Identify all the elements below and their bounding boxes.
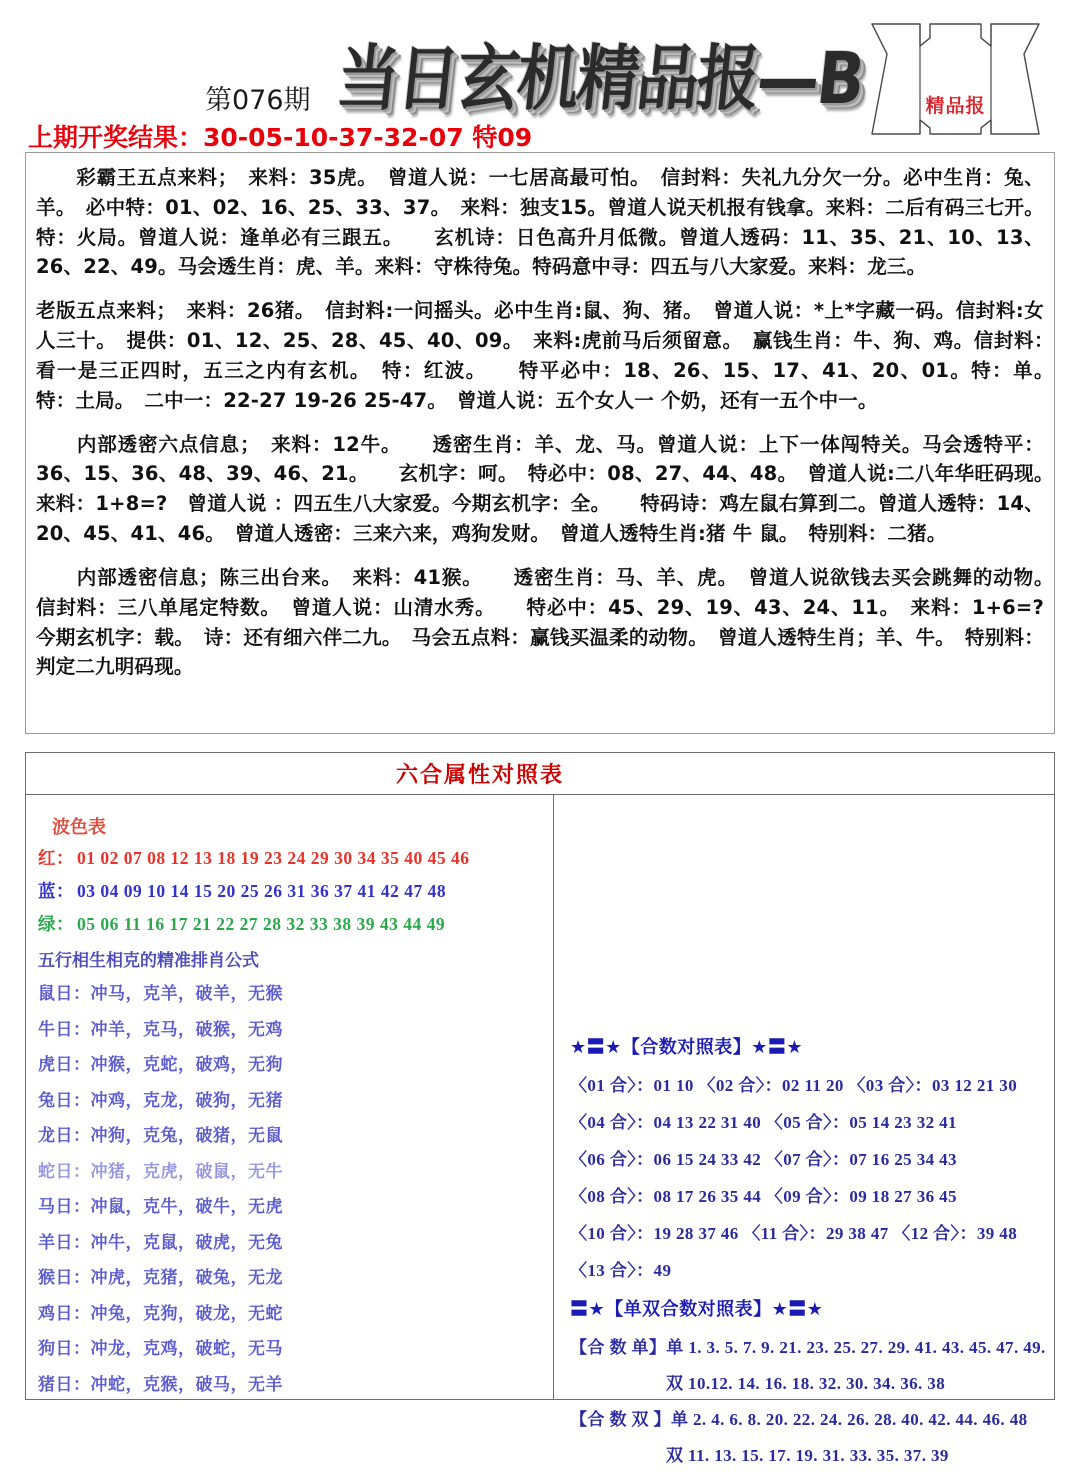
ribbon-label: 精品报 — [925, 94, 986, 117]
hezhu-section — [570, 1033, 1044, 1477]
ribbon-badge — [868, 20, 1043, 138]
danshuang-table-title: 〓★【单双合数对照表】★〓★ — [570, 1299, 824, 1320]
zodiac-row-rabbit: 兔日：冲鸡，克龙，破狗，无猪 — [38, 1090, 283, 1111]
bose-numbers-green: 05 06 11 16 17 21 22 27 28 32 33 38 39 43 44 49 — [77, 914, 446, 934]
hezhu-table-title: ★〓★【合数对照表】★〓★ — [570, 1037, 804, 1058]
zodiac-row-snake: 蛇日：冲猪，克虎，破鼠，无牛 — [38, 1161, 283, 1182]
zodiac-row-dragon: 龙日：冲狗，克兔，破猪，无鼠 — [38, 1126, 283, 1146]
bose-row-red — [38, 845, 553, 870]
zodiac-row-dog: 狗日：冲龙，克鸡，破蛇，无马 — [38, 1339, 283, 1359]
table-right-column — [554, 795, 1054, 1465]
attribute-table — [25, 752, 1055, 1465]
attribute-table-body — [26, 795, 1054, 1465]
paragraph-neibu-liudian: 内部透密六点信息； 来料：12牛。 透密生肖：羊、龙、马。曾道人说：上下一体闯特关。马会透特平：36、15、36、48、39、46、21。 玄机字：呵。 特必中：08、27、44、48。 曾道人说:二八年华旺码现。 来料：1+8=? 曾道人说 ：四五生八大家爱。今期玄机字：全。 特码诗：鸡左鼠右算到二。曾道人透特：14、20、45、41、46。 曾道人透密：三来六来，鸡狗发财。 曾道人透特生肖:猪 牛 鼠。 特别料：二猪。 — [36, 432, 1064, 546]
paragraph-caibawang: 彩霸王五点来料； 来料：35虎。 曾道人说：一七居高最可怕。 信封料：失礼九分欠一分。必中生肖：兔、羊。 必中特：01、02、16、25、33、37。 来料：独支15。曾道人说天机报有钱拿。来料：二后有码三七开。特：火局。曾道人说：逢单必有三跟五。 玄机诗：日色高升月低微。曾道人透码：11、35、21、10、13、26、22、49。马会透生肖：虎、羊。来料：守株待兔。特码意中寻：四五与八大家爱。来料：龙三。 — [36, 166, 1044, 279]
zodiac-row-tiger: 虎日：冲猴，克蛇，破鸡，无狗 — [38, 1055, 283, 1075]
bose-numbers-blue: 03 04 09 10 14 15 20 25 26 31 36 37 41 42 47 48 — [77, 881, 447, 901]
page-header — [0, 0, 1080, 150]
bose-label-green: 绿： — [38, 914, 74, 934]
bose-label-red: 红： — [38, 848, 74, 868]
attribute-table-title-text: 六合属性对照表 — [395, 763, 564, 788]
hezhu-row-6: 〈13 合〉：49 — [570, 1261, 672, 1280]
banner-title: 当日玄机精品报—B — [333, 21, 869, 123]
zodiac-row-rat: 鼠日：冲马，克羊，破羊，无猴 — [38, 984, 283, 1004]
danshuang-row-even-single: 【合 数 双 】单 2. 4. 6. 8. 20. 22. 24. 26. 28. 40. 42. 44. 46. 48 — [570, 1410, 1028, 1429]
zodiac-row-goat: 羊日：冲牛，克鼠，破虎，无兔 — [38, 1232, 283, 1253]
hezhu-row-5: 〈10 合〉：19 28 37 46 〈11 合〉：29 38 47 〈12 合〉：39 48 — [570, 1224, 1018, 1243]
paragraph-neibu-toumi: 内部透密信息；陈三出台来。 来料：41猴。 透密生肖：马、羊、虎。 曾道人说欲钱去买会跳舞的动物。 信封料：三八单尾定特数。 曾道人说：山清水秀。 特必中：45、29、19、43、24、11。 来料：1+6=? 今期玄机字：载。 诗：还有细六伴二九。 马会五点料：赢钱买温柔的动物。 曾道人透特生肖；羊、牛。 特别料：判定二九明码现。 — [36, 565, 1064, 679]
hezhu-row-1: 〈01 合〉：01 10 〈02 合〉：02 11 20 〈03 合〉：03 12 21 30 — [570, 1076, 1018, 1095]
zodiac-row-rooster: 鸡日：冲兔，克狗，破龙，无蛇 — [38, 1303, 283, 1324]
hezhu-row-3: 〈06 合〉：06 15 24 33 42 〈07 合〉：07 16 25 34 43 — [570, 1150, 957, 1169]
bose-row-green — [38, 911, 553, 936]
bose-label-blue: 蓝： — [38, 881, 74, 901]
issue-number: 第076期 — [205, 85, 311, 116]
bose-table-title: 波色表 — [52, 817, 106, 838]
zodiac-row-monkey: 猴日：冲虎，克猪，破兔，无龙 — [38, 1268, 283, 1288]
last-draw-result: 上期开奖结果：30-05-10-37-32-07 特09 — [28, 123, 533, 152]
banner-logo — [332, 22, 878, 122]
bose-row-blue — [38, 878, 553, 903]
main-content-box — [25, 152, 1064, 734]
danshuang-row-even-double: 双 11. 13. 15. 17. 19. 31. 33. 35. 37. 39 — [666, 1446, 949, 1465]
zodiac-row-pig: 猪日：冲蛇，克猴，破马，无羊 — [38, 1374, 283, 1395]
danshuang-row-odd-single: 【合 数 单】单 1. 3. 5. 7. 9. 21. 23. 25. 27. 29. 41. 43. 45. 47. 49. — [570, 1338, 1046, 1357]
hezhu-row-2: 〈04 合〉：04 13 22 31 40 〈05 合〉：05 14 23 32 41 — [570, 1113, 957, 1132]
danshuang-row-odd-double: 双 10.12. 14. 16. 18. 32. 30. 34. 36. 38 — [666, 1374, 946, 1393]
table-left-column — [26, 795, 554, 1399]
zodiac-row-horse: 马日：冲鼠，克牛，破牛，无虎 — [38, 1197, 283, 1217]
wuxing-formula-title: 五行相生相克的精准排肖公式 — [38, 951, 259, 971]
hezhu-row-4: 〈08 合〉：08 17 26 35 44 〈09 合〉：09 18 27 36 45 — [570, 1187, 957, 1206]
zodiac-row-ox: 牛日：冲羊，克马，破猴，无鸡 — [38, 1019, 283, 1040]
bose-numbers-red: 01 02 07 08 12 13 18 19 23 24 29 30 34 35 40 45 46 — [77, 848, 470, 868]
paragraph-laoban: 老版五点来料； 来料：26猪。 信封料:一问摇头。必中生肖:鼠、狗、猪。 曾道人说：*上*字藏一码。信封料:女人三十。 提供：01、12、25、28、45、40、09。 来料:虎前马后须留意。 赢钱生肖：牛、狗、鸡。信封料： 看一是三正四时，五三之内有玄机。 特：红波。 特平必中：18、26、15、17、41、20、01。特：单。 特：土局。 二中一：22-27 19-26 25-47。 曾道人说：五个女人一 个奶，还有一五个中一。 — [36, 299, 1064, 412]
attribute-table-title — [26, 753, 1054, 795]
